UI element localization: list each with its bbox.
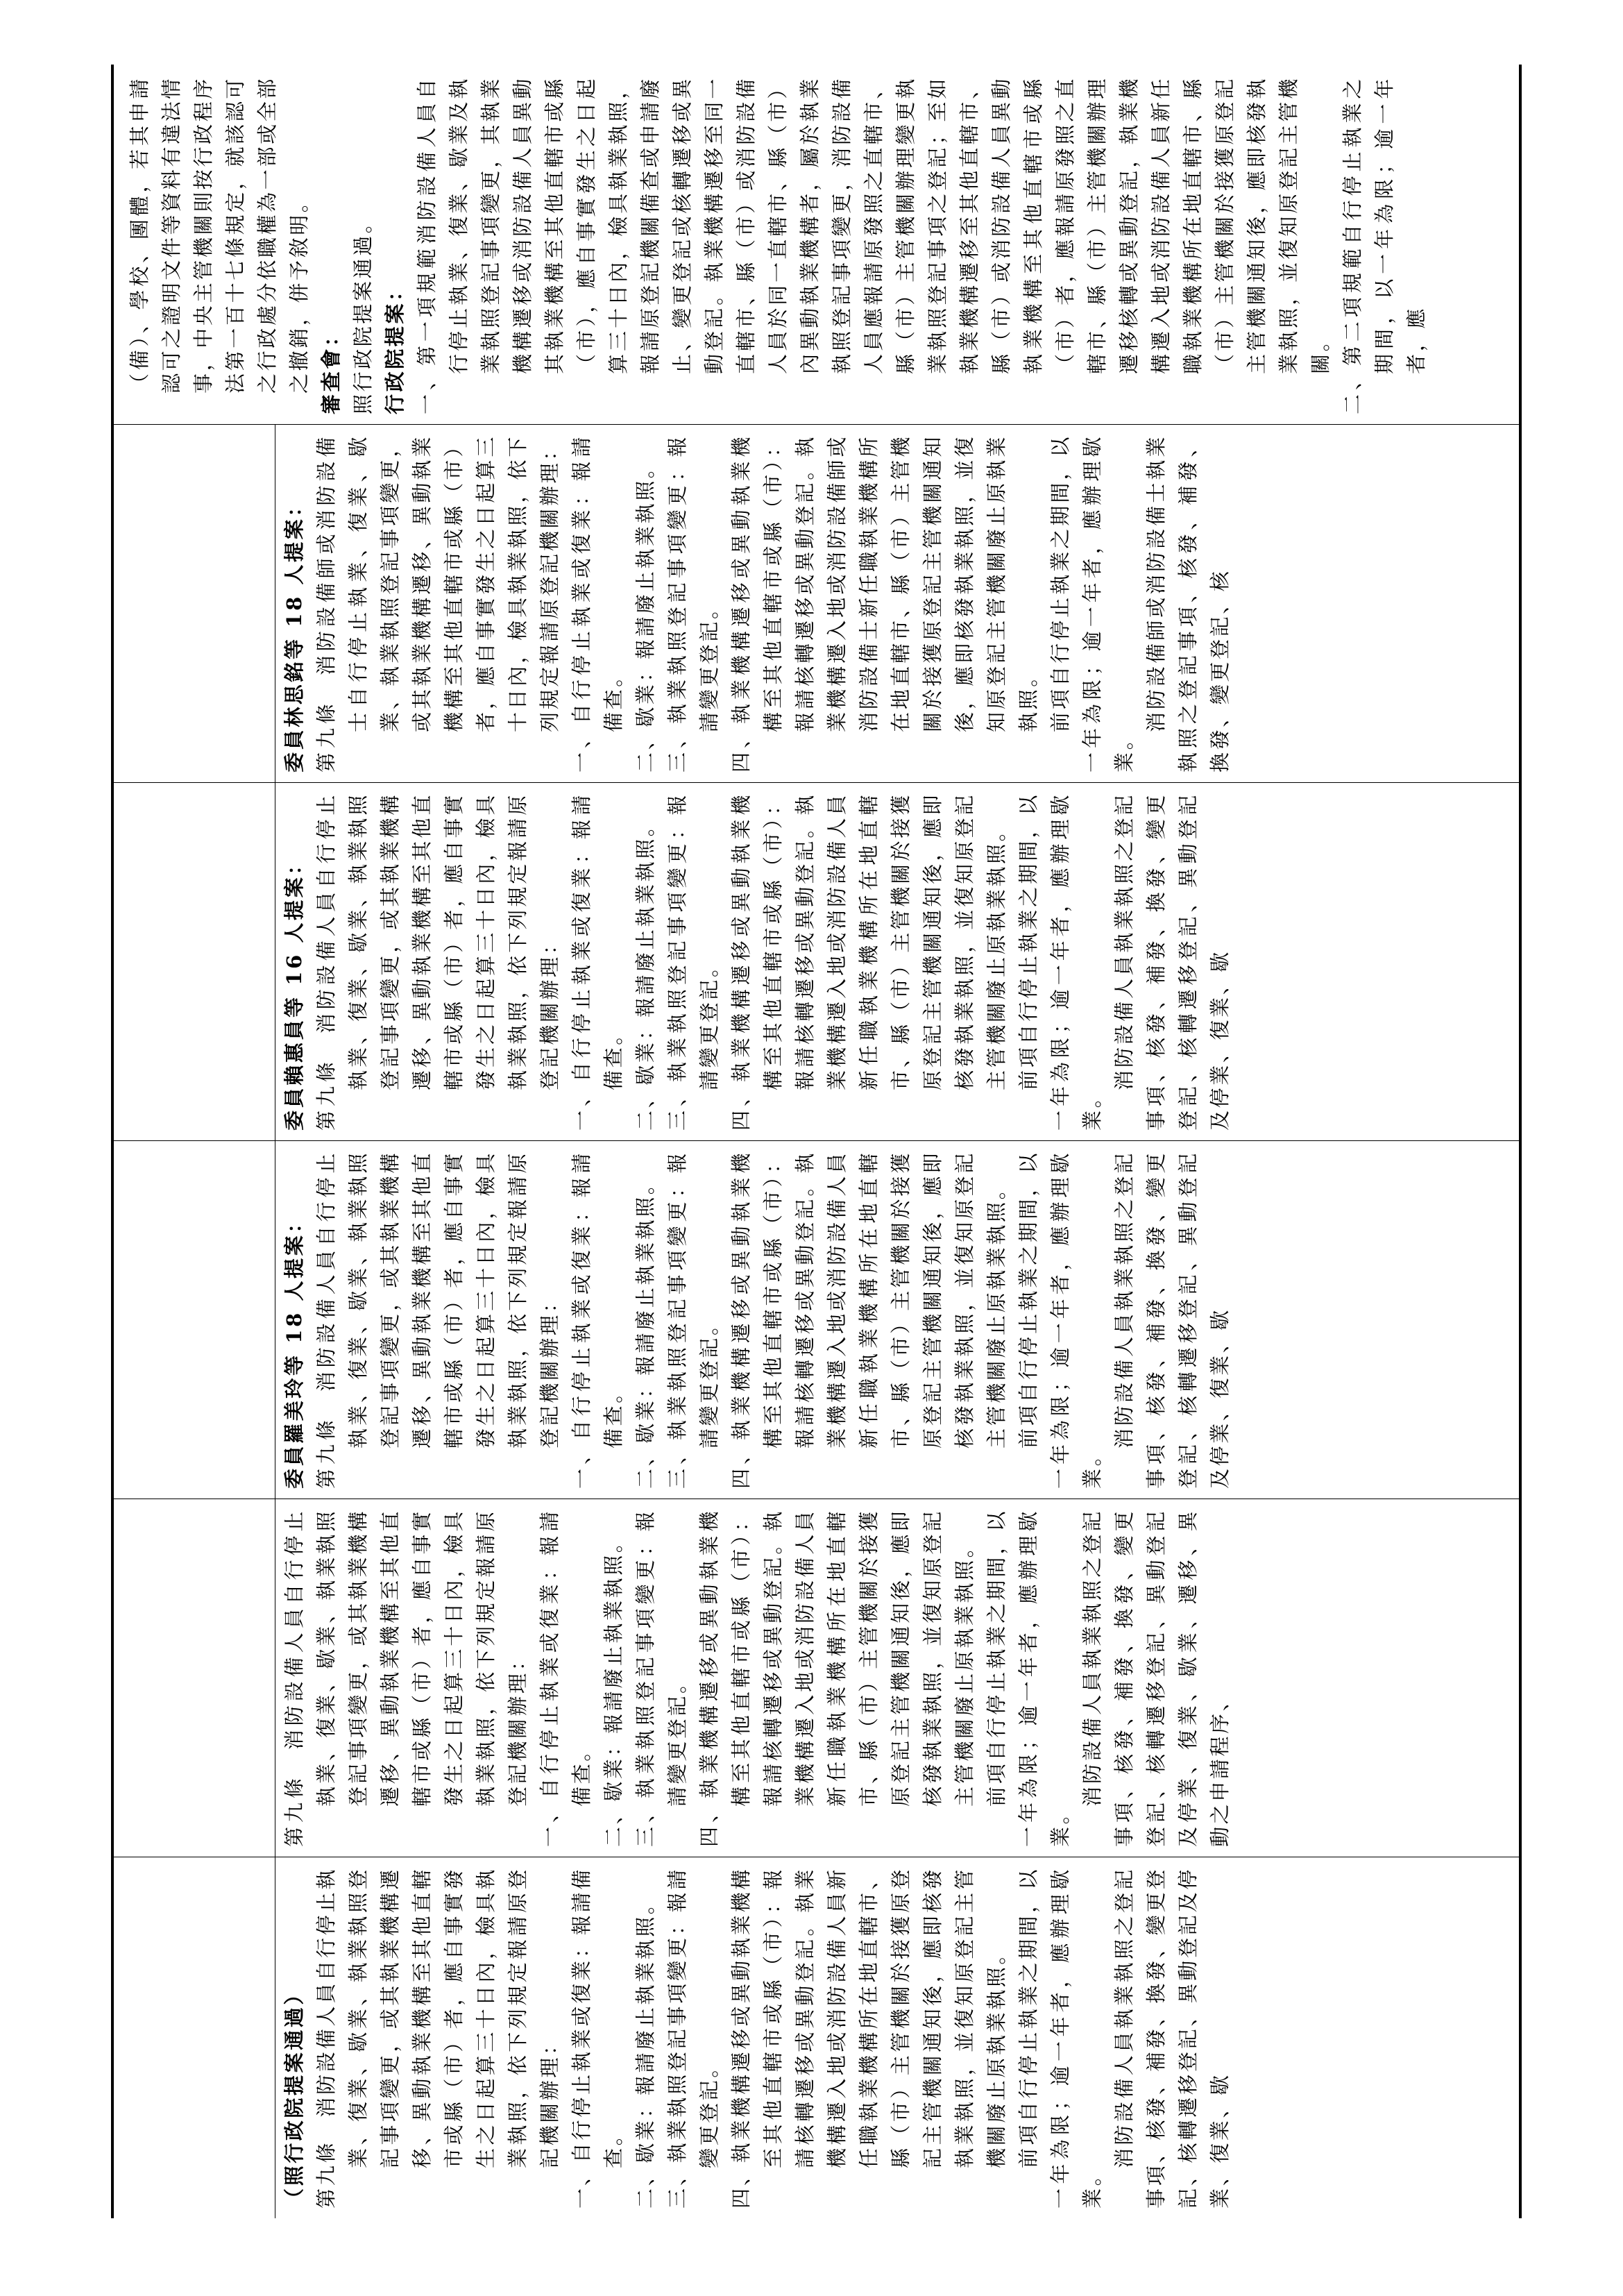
paragraph-3: 消防設備人員執業執照之登記事項、核發、補發、換發、變更登記、核轉遷移登記、異動登記及停業、復業、歇 (1112, 793, 1232, 1131)
item-4: 四、執業機構遷移或異動執業機構至其他直轄市或縣（市）：報請核轉遷移或異動登記。執業機構遷入地或消防設備人員新任職執業機構所在地直轄市、縣（市）主管機關於接獲原登記主管機關通知後，應即核發執業執照，並復知原登記主管機關廢止原執業執照。 (729, 793, 1008, 1131)
article-head: 第九條 消防設備人員自行停止執業、復業、歇業、執業執照登記事項變更，或其執業機構遷移、異動執業機構至其他直轄市或縣（市）者，應自事實發生之日起算三十日內，檢具執業執照，依下列規定報請原登記機關辦理： (314, 793, 561, 1131)
column-body (275, 425, 1519, 782)
paragraph-3: 消防設備師或消防設備士執業執照之登記事項、核發、補發、換發、變更登記、核 (1144, 434, 1232, 773)
column-header-empty (114, 425, 273, 782)
item-3: 三、執業執照登記事項變更：報請變更登記。 (665, 434, 721, 773)
article-head: 第九條 消防設備人員自行停止執業、復業、歇業、執業執照登記事項變更，或其執業機構遷移、異動執業機構至其他直轄市或縣（市）者，應自事實發生之日起算三十日內，檢具執業執照，依下列規定報請原登記機關辦理： (282, 1509, 529, 1847)
column-title: 委員賴惠員等 16 人提案： (282, 852, 306, 1131)
paragraph-3: 消防設備人員執業執照之登記事項、核發、補發、換發、變更登記、核轉遷移登記、異動登記及停業、復業、歇業、遷移、異動之申請程序、 (1080, 1509, 1232, 1847)
column-body (275, 783, 1519, 1140)
item-4: 四、執業機構遷移或異動執業機構至其他直轄市或縣（市）：報請核轉遷移或異動登記。執業機構遷入地或消防設備師或消防設備士新任職執業機構所在地直轄市、縣（市）主管機關於接獲原登記主管機關通知後，應即核發執業執照，並復知原登記主管機關廢止原執業執照。 (729, 434, 1040, 773)
paragraph-2: 前項自行停止執業之期間，以一年為限；逾一年者，應辦理歇業。 (1048, 434, 1136, 773)
exec-item-2: 二、第二項規範自行停止執業之期間，以一年為限；逾一年者，應 (1341, 76, 1428, 414)
article-head: 第九條 消防設備師或消防設備士自行停止執業、復業、歇業、執業執照登記事項變更，或其執業機構遷移、異動執業機構至其他直轄市或縣（市）者，應自事實發生之日起算三十日內，檢具執業執照，依下列規定報請原登記機關辦理： (314, 434, 561, 773)
review-label: 審查會： (319, 323, 343, 414)
comparison-table (111, 65, 1522, 2218)
column-title: （照行政院提案通過） (282, 1982, 306, 2209)
column-passed-version (114, 1857, 1519, 2218)
exec-item-1: 一、第一項規範消防設備人員自行停止執業、復業、歇業及執業執照登記事項變更，其執業機構遷移或消防設備人員異動其執業機構至其他直轄市或縣（市），應自事實發生之日起算三十日內，檢具執業執照，報請原登記機關備查或申請廢止、變更登記或核轉遷移或異動登記。執業機構遷移至同一直轄市、縣（市）或消防設備人員於同一直轄市、縣（市）內異動執業機構者，屬於執業執照登記事項變更，消防設備人員應報請原發照之直轄市、縣（市）主管機關辦理變更執業執照登記事項之登記；至如執業機構遷移至其他直轄市、縣（市）或消防設備人員異動執業機構至其他直轄市或縣（市）者，應報請原發照之直轄市、縣（市）主管機關辦理遷移核轉或異動登記，執業機構遷入地或消防設備人員新任職執業機構所在地直轄市、縣（市）主管機關於接獲原登記主管機關通知後，應即核發執業執照，並復知原登記主管機關。 (415, 76, 1332, 414)
column-title: 委員林思銘等 18 人提案： (282, 494, 306, 773)
column-body (114, 67, 1519, 424)
column-luo-proposal (114, 1141, 1519, 1499)
item-2: 二、歇業：報請廢止執業執照。 (634, 455, 657, 773)
item-4: 四、執業機構遷移或異動執業機構至其他直轄市或縣（市）：報請核轉遷移或異動登記。執業機構遷入地或消防設備人員新任職執業機構所在地直轄市、縣（市）主管機關於接獲原登記主管機關通知後，應即核發執業執照，並復知原登記主管機關廢止原執業執照。 (729, 1151, 1008, 1489)
item-2: 二、歇業：報請廢止執業執照。 (602, 1530, 625, 1847)
item-1: 一、自行停止執業或復業：報請備查。 (570, 1867, 625, 2209)
column-current-law (114, 1499, 1519, 1857)
article-head: 第九條 消防設備人員自行停止執業、復業、歇業、執業執照登記事項變更，或其執業機構遷移、異動執業機構至其他直轄市或縣（市）者，應自事實發生之日起算三十日內，檢具執業執照，依下列規定報請原登記機關辦理： (314, 1867, 561, 2209)
column-lin-proposal (114, 425, 1519, 783)
column-header-empty (114, 783, 273, 1140)
exec-title: 行政院提案： (383, 278, 407, 414)
item-4: 四、執業機構遷移或異動執業機構至其他直轄市或縣（市）：報請核轉遷移或異動登記。執業機構遷入地或消防設備人員新任職執業機構所在地直轄市、縣（市）主管機關於接獲原登記主管機關通知後，應即核發執業執照，並復知原登記主管機關廢止原執業執照。 (729, 1867, 1008, 2209)
item-1: 一、自行停止執業或復業：報請備查。 (570, 434, 625, 773)
column-lai-proposal (114, 783, 1519, 1141)
item-3: 三、執業執照登記事項變更：報請變更登記。 (634, 1509, 689, 1847)
column-header-empty (114, 1141, 273, 1499)
item-3: 三、執業執照登記事項變更：報請變更登記。 (665, 1151, 721, 1489)
item-1: 一、自行停止執業或復業：報請備查。 (570, 1151, 625, 1489)
paragraph-3: 消防設備人員執業執照之登記事項、核發、補發、換發、變更登記、核轉遷移登記、異動登記及停業、復業、歇 (1112, 1867, 1232, 2209)
column-header-empty (114, 1499, 273, 1857)
review-text: 照行政院提案通過。 (351, 210, 375, 414)
paragraph-2: 前項自行停止執業之期間，以一年為限；逾一年者，應辦理歇業。 (1017, 793, 1104, 1131)
item-3: 三、執業執照登記事項變更：報請變更登記。 (665, 793, 721, 1131)
item-2: 二、歇業：報請廢止執業執照。 (634, 1172, 657, 1489)
article-head: 第九條 消防設備人員自行停止執業、復業、歇業、執業執照登記事項變更，或其執業機構遷移、異動執業機構至其他直轄市或縣（市）者，應自事實發生之日起算三十日內，檢具執業執照，依下列規定報請原登記機關辦理： (314, 1151, 561, 1489)
item-3: 三、執業執照登記事項變更：報請變更登記。 (665, 1867, 721, 2209)
column-body (275, 1141, 1519, 1499)
column-body (275, 1499, 1519, 1857)
paragraph-2: 前項自行停止執業之期間，以一年為限；逾一年者，應辦理歇業。 (1017, 1151, 1104, 1489)
paragraph-2: 前項自行停止執業之期間，以一年為限；逾一年者，應辦理歇業。 (1017, 1867, 1104, 2209)
column-body (275, 1857, 1519, 2218)
column-title: 委員羅美玲等 18 人提案： (282, 1210, 306, 1489)
paragraph-2: 前項自行停止執業之期間，以一年為限；逾一年者，應辦理歇業。 (985, 1509, 1072, 1847)
item-1: 一、自行停止執業或復業：報請備查。 (570, 793, 625, 1131)
paragraph-3: 消防設備人員執業執照之登記事項、核發、補發、換發、變更登記、核轉遷移登記、異動登記及停業、復業、歇 (1112, 1151, 1232, 1489)
column-header-empty (114, 1857, 273, 2218)
item-4: 四、執業機構遷移或異動執業機構至其他直轄市或縣（市）：報請核轉遷移或異動登記。執業機構遷入地或消防設備人員新任職執業機構所在地直轄市、縣（市）主管機關於接獲原登記主管機關通知後，應即核發執業執照，並復知原登記主管機關廢止原執業執照。 (697, 1509, 976, 1847)
column-explanation (114, 67, 1519, 425)
item-2: 二、歇業：報請廢止執業執照。 (634, 813, 657, 1131)
item-2: 二、歇業：報請廢止執業執照。 (634, 1891, 657, 2209)
continued-text: （備）、學校、團體，若其申請認可之證明文件等資料有違法情事，中央主管機關則按行政程序法第一百十七條規定，就該認可之行政處分依職權為一部或全部之撤銷，併予敘明。 (128, 76, 311, 394)
item-1: 一、自行停止執業或復業：報請備查。 (538, 1509, 593, 1847)
